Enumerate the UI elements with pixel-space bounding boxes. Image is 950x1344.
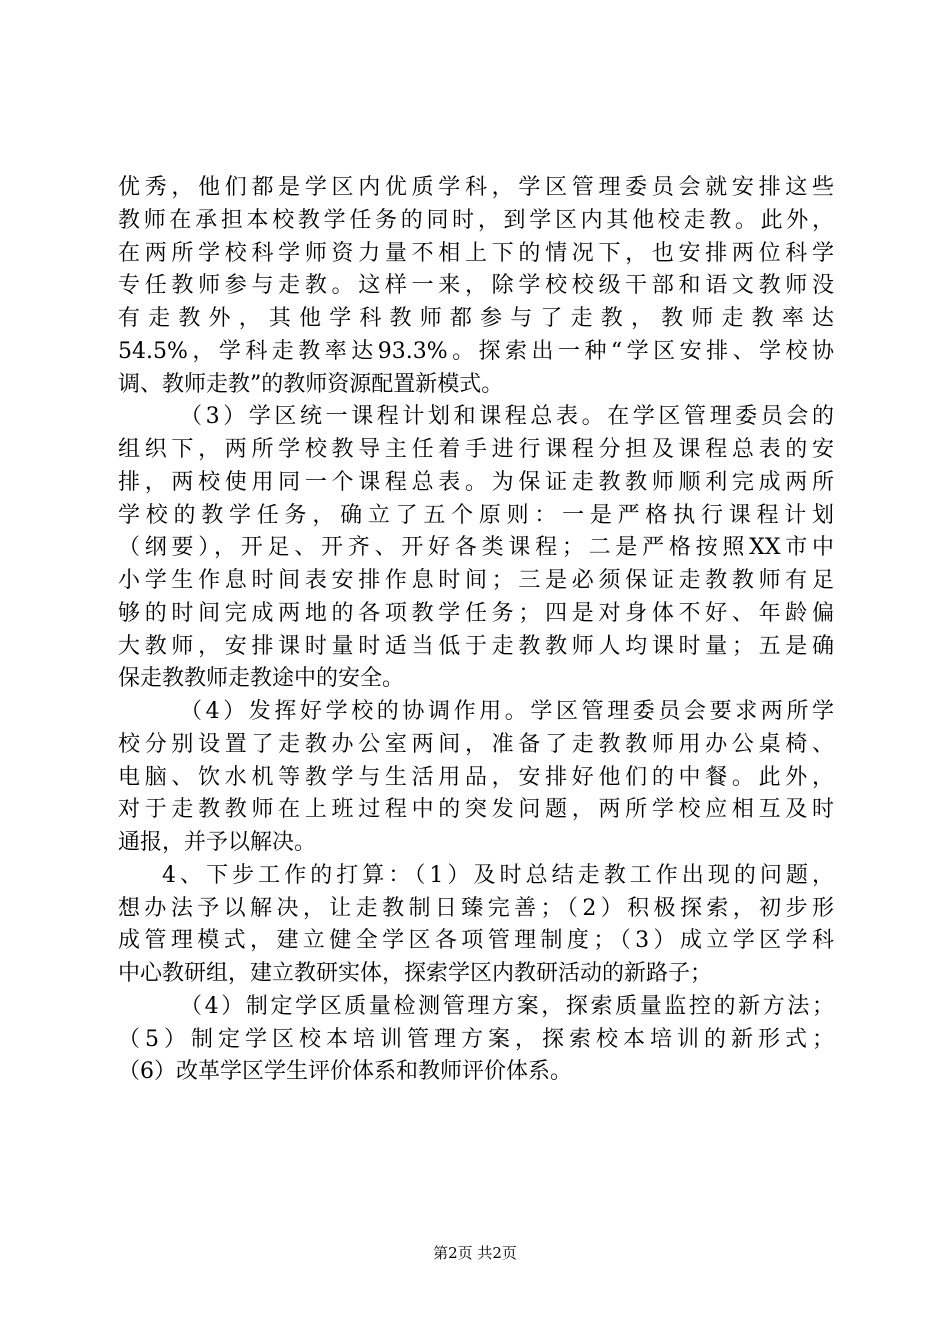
text-line: 学校的教学任务，确立了五个原则：一是严格执行课程计划	[118, 502, 834, 528]
text-line: 对于走教教师在上班过程中的突发问题，两所学校应相互及时	[118, 797, 834, 823]
text-line: 专任教师参与走教。这样一来，除学校校级干部和语文教师没	[118, 273, 834, 299]
text-line: 够的时间完成两地的各项教学任务；四是对身体不好、年龄偏	[118, 600, 834, 626]
text-line: （4）发挥好学校的协调作用。学区管理委员会要求两所学	[180, 699, 834, 724]
text-line: 优秀，他们都是学区内优质学科，学区管理委员会就安排这些	[118, 175, 834, 200]
text-line: 排，两校使用同一个课程总表。为保证走教教师顺利完成两所	[118, 469, 834, 495]
text-line: 在两所学校科学师资力量不相上下的情况下，也安排两位科学	[118, 240, 834, 266]
text-line: 4、下步工作的打算：（1）及时总结走教工作出现的问题，	[162, 862, 834, 888]
text-line: 保走教教师走教途中的安全。	[118, 666, 405, 692]
text-line: （4）制定学区质量检测管理方案，探索质量监控的新方法；	[180, 993, 834, 1019]
text-line: 电脑、饮水机等教学与生活用品，安排好他们的中餐。此外，	[118, 764, 834, 790]
text-line: （3）学区统一课程计划和课程总表。在学区管理委员会的	[180, 404, 834, 430]
page-footer: 第2页 共2页	[433, 1244, 517, 1262]
text-line: 小学生作息时间表安排作息时间；三是必须保证走教教师有足	[118, 568, 834, 593]
text-line: 中心教研组，建立教研实体，探索学区内教研活动的新路子；	[118, 961, 713, 986]
text-line: 有走教外，其他学科教师都参与了走教，教师走教率达	[118, 306, 834, 331]
text-line: 教师在承担本校教学任务的同时，到学区内其他校走教。此外，	[118, 207, 834, 233]
text-line: 54.5%，学科走教率达93.3%。探索出一种“学区安排、学校协	[118, 338, 834, 364]
text-line: （5）制定学区校本培训管理方案，探索校本培训的新形式；	[118, 1026, 834, 1052]
text-line: （6）改革学区学生评价体系和教师评价体系。	[118, 1059, 572, 1085]
text-line: 想办法予以解决，让走教制日臻完善；（2）积极探索，初步形	[118, 895, 834, 921]
text-line: 大教师，安排课时量时适当低于走教教师人均课时量；五是确	[118, 633, 834, 659]
text-line: （纲要），开足、开齐、开好各类课程；二是严格按照XX市中	[118, 535, 834, 561]
text-line: 组织下，两所学校教导主任着手进行课程分担及课程总表的安	[118, 437, 834, 462]
text-line: 通报，并予以解决。	[118, 830, 317, 855]
text-line: 成管理模式，建立健全学区各项管理制度；（3）成立学区学科	[118, 928, 834, 954]
text-line: 校分别设置了走教办公室两间，准备了走教教师用办公桌椅、	[118, 731, 834, 757]
body-text	[118, 172, 834, 1089]
text-line: 调、教师走教”的教师资源配置新模式。	[118, 371, 504, 397]
